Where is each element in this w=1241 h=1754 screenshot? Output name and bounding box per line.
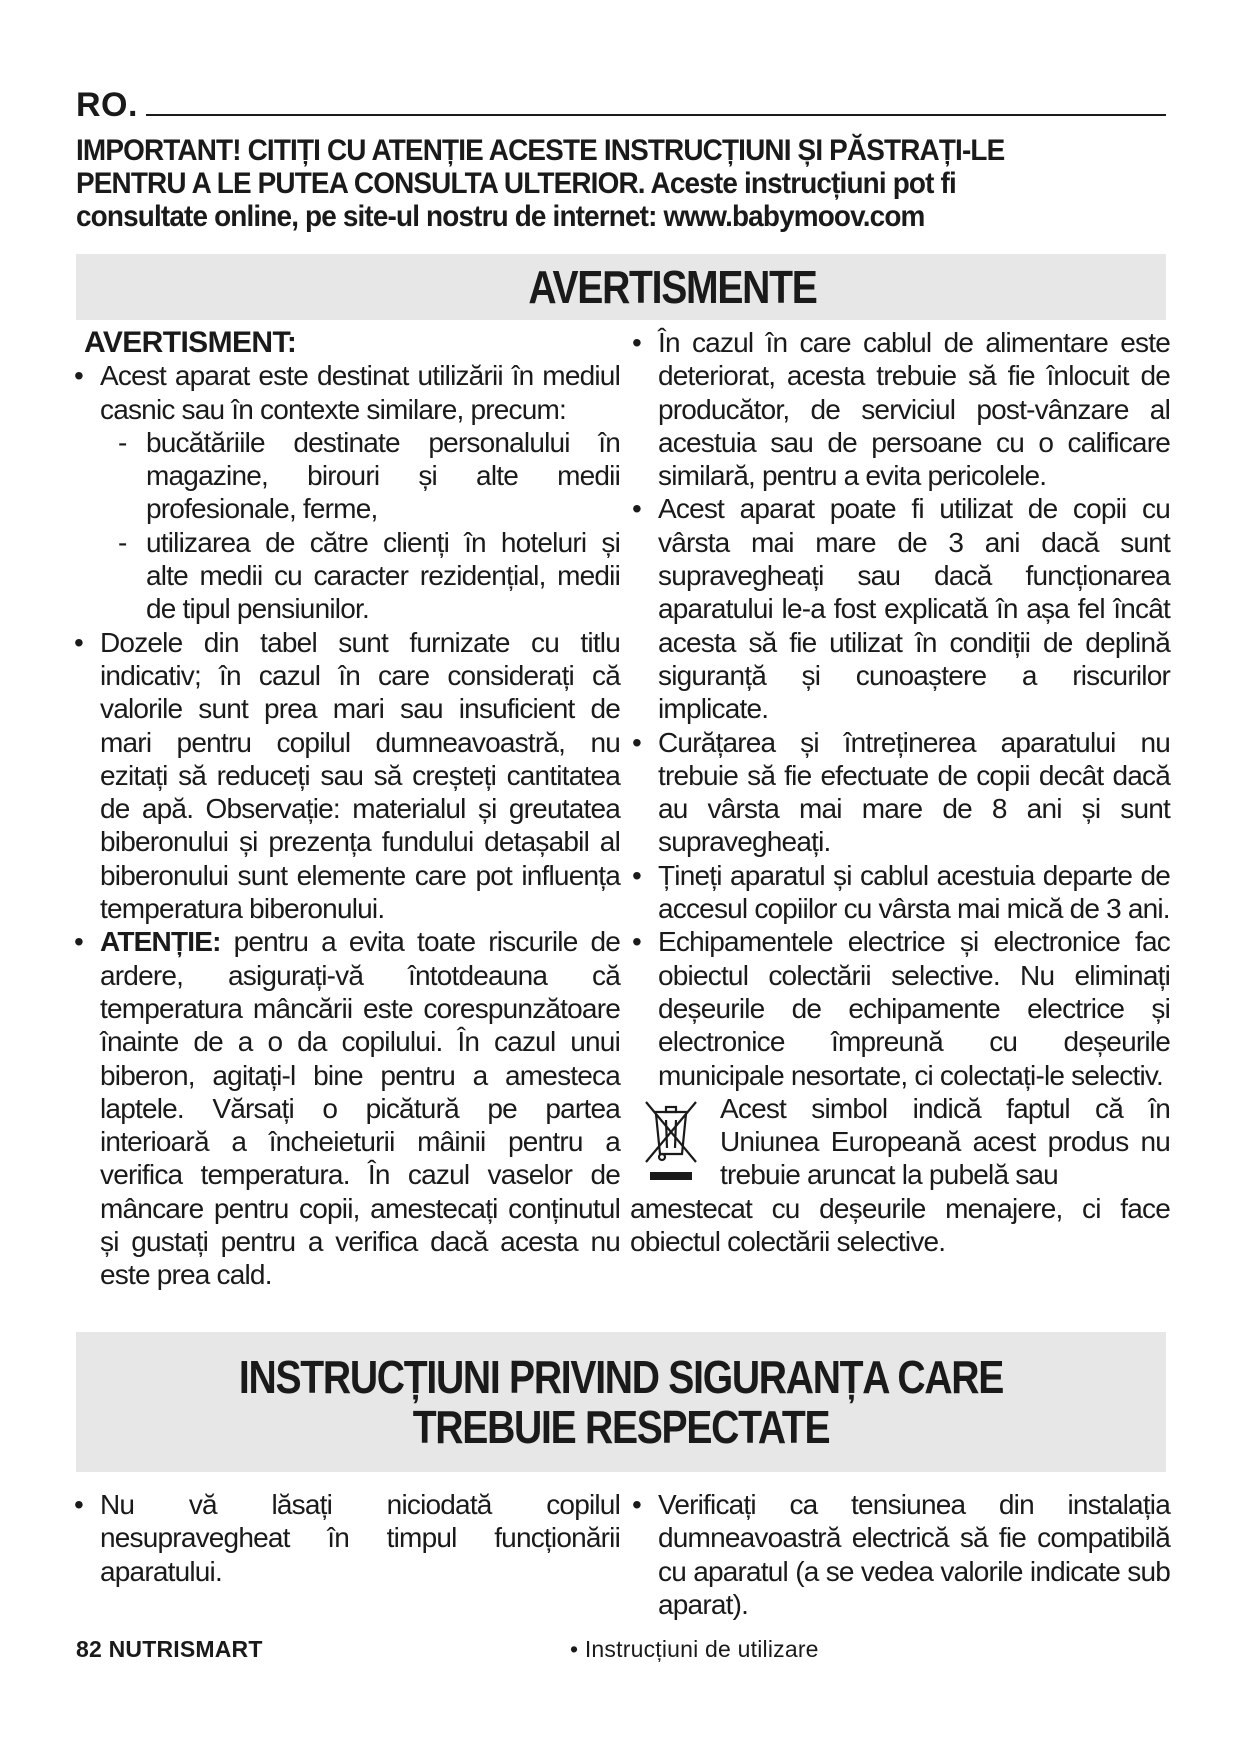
bullet-text: Dozele din tabel sunt furnizate cu titlu indicativ; în cazul în care considerați că valorile sunt prea mari sau insuficient de mari pentru copilul dumneavoastră, nu ezitați să reduceți sau să creșteți cantitatea de apă. Observație: materialul și greutatea biberonului și prezența fundului detașabil al biberonului sunt elemente care pot influența temperatura biberonului. [100,626,620,925]
list-item [630,925,1170,1091]
bullet-text: Țineți aparatul și cablul acestuia departe de accesul copiilor cu vârsta mai mică de 3 ani. [658,859,1170,925]
dash-item: - bucătăriile destinate personalului în magazine, birouri și alte medii profesionale, ferme, [100,426,620,526]
attention-label: ATENȚIE: [100,926,221,958]
bullet-text: Nu vă lăsați niciodată copilul nesupravegheat în timpul funcționării aparatului. [100,1489,620,1587]
list-item [72,925,620,1291]
bullet-text: Verificați ca tensiunea din instalația dumneavoastră electrică să fie compatibilă cu aparatul (a se vedea valorile indicate sub aparat). [658,1489,1170,1620]
bullet-text: Curățarea și întreținerea aparatului nu trebuie să fie efectuate de copii decât dacă au vârsta mai mare de 8 ani și sunt supravegheați. [658,726,1170,858]
list-item [630,859,1170,926]
weee-notice [630,1092,1170,1192]
important-notice: IMPORTANT! CITIȚI CU ATENȚIE ACESTE INSTRUCȚIUNI ȘI PĂSTRAȚI-LE PENTRU A LE PUTEA CONSULTA ULTERIOR. Aceste instrucțiuni pot fi consultate online, pe site-ul nostru de internet: www.babymoov.com [76,134,1005,233]
safety-banner [76,1332,1166,1472]
bullet-text: pentru a evita toate riscurile de ardere, asigurați-vă întotdeauna că temperatura mâncării este corespunzătoare înainte de a o da copilului. În cazul unui biberon, agitați-l bine pentru a amesteca laptele. Vărsați o picătură pe partea interioară a încheieturii mâinii pentru a verifica temperatura. În cazul vaselor de mâncare pentru copii, amestecați conținutul și gustați pentru a verifica dacă acesta nu este prea cald. [100,926,620,1291]
safety-title-line2: TREBUIE RESPECTATE [412,1401,830,1453]
warning-subtitle: AVERTISMENT: [84,326,297,359]
list-item [72,1488,620,1588]
list-item [630,326,1170,492]
page-number-label: 82 NUTRISMART [76,1636,263,1662]
warnings-banner [76,254,1166,320]
weee-text-continued: amestecat cu deșeurile menajere, ci face obiectul colectării selective. [630,1192,1170,1258]
bullet-text: În cazul în care cablul de alimentare este deteriorat, acesta trebuie să fie înlocuit de producător, de serviciul post-vânzare al acestuia sau de persoane cu o calificare similară, pentru a evita pericolele. [658,327,1170,492]
list-item [630,492,1170,725]
safety-right-column [630,1488,1170,1621]
list-item [630,1488,1170,1621]
header-rule [146,114,1166,116]
bullet-text: Acest aparat poate fi utilizat de copii cu vârsta mai mare de 3 ani dacă sunt supravegheați sau dacă funcționarea aparatului le-a fost explicată în așa fel încât acesta să fie utilizat în condiții de deplină siguranță și cunoaștere a riscurilor implicate. [658,493,1170,725]
warnings-title: AVERTISMENTE [527,261,817,313]
weee-text: Acest simbol indică faptul că în Uniunea Europeană acest produs nu trebuie aruncat la pubelă sau [720,1092,1170,1191]
language-header [76,86,1166,122]
safety-left-column [72,1488,620,1588]
footer-section-label: • Instrucțiuni de utilizare [570,1636,819,1662]
dash-item: - utilizarea de către clienți în hoteluri și alte medii cu caracter rezidențial, medii de tipul pensiunilor. [100,526,620,626]
list-item [630,726,1170,859]
bullet-text: • Acest aparat este destinat utilizării în mediul casnic sau în contexte similare, precum: [100,360,620,425]
crossed-out-wheelie-bin-icon [642,1096,700,1188]
warnings-right-column [630,326,1170,1258]
safety-title-line1: INSTRUCȚIUNI PRIVIND SIGURANȚA CARE [238,1351,1004,1403]
bullet-text: Echipamentele electrice și electronice fac obiectul colectării selective. Nu eliminați deșeurile de echipamente electrice și electronice împreună cu deșeurile municipale nesortate, ci colectați-le selectiv. [658,926,1170,1091]
list-item [72,626,620,926]
list-item [72,359,620,625]
warnings-left-column [72,326,620,1292]
language-code: RO. [76,86,138,124]
